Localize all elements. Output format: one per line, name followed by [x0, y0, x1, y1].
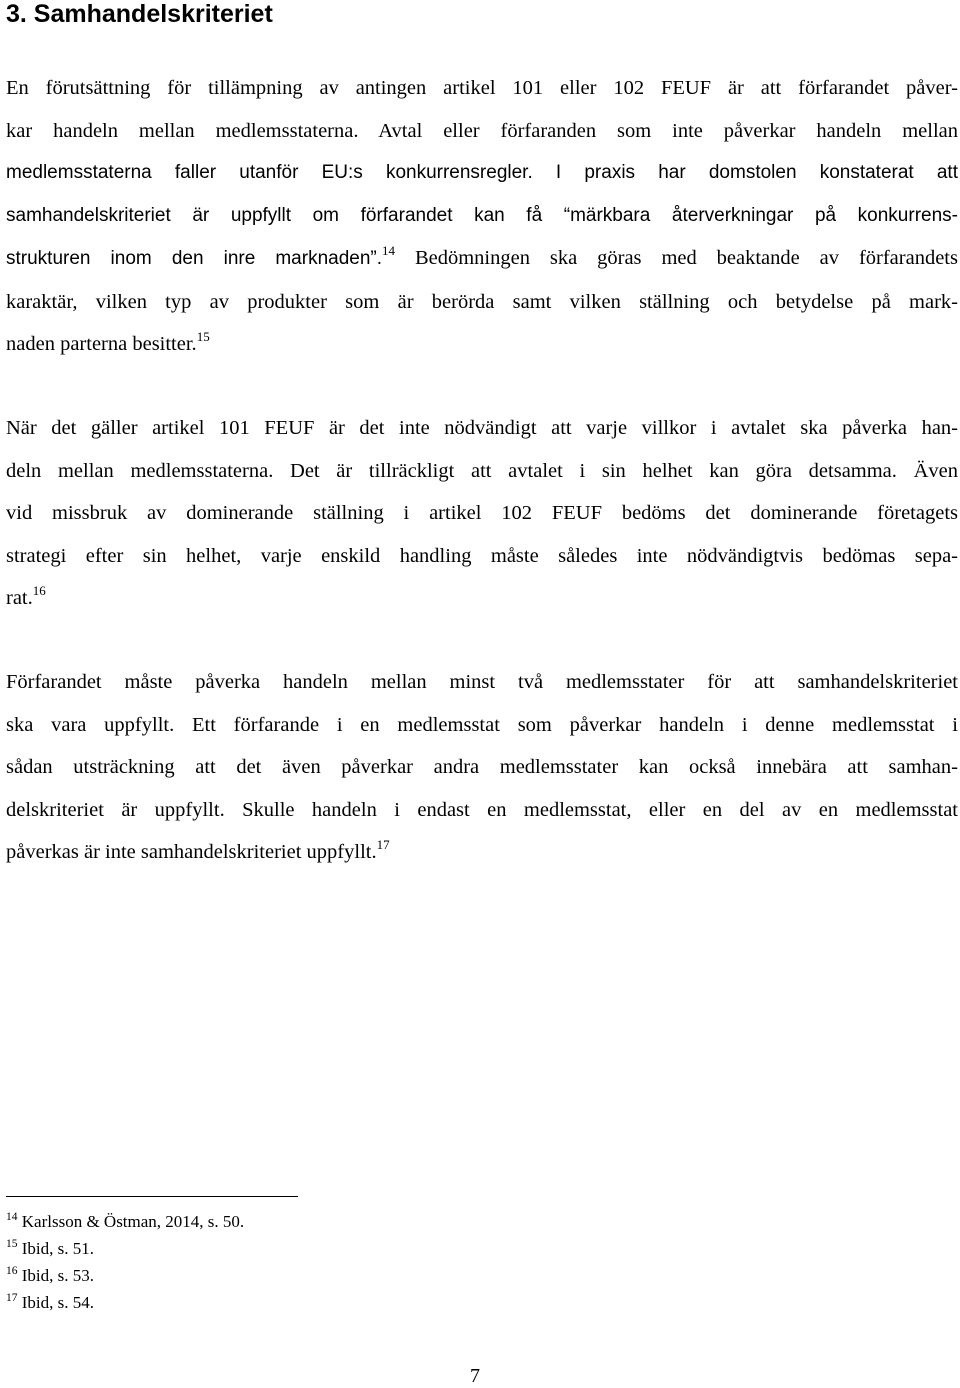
- footnote-text: Karlsson & Östman, 2014, s. 50.: [21, 1212, 245, 1231]
- paragraph-line: När det gäller artikel 101 FEUF är det inte nödvändigt att varje villkor i avtalet ska påverka han-: [6, 417, 958, 439]
- footnote-number: 16: [6, 1265, 18, 1277]
- footnote-ref-16: 16: [32, 583, 46, 598]
- footnote: [6, 1289, 244, 1316]
- footnote-text: Ibid, s. 51.: [21, 1239, 94, 1258]
- paragraph-line: [6, 237, 958, 281]
- paragraph-line: En förutsättning för tillämpning av antingen artikel 101 eller 102 FEUF är att förfarandet påver-: [6, 77, 958, 99]
- section-heading: 3. Samhandelskriteriet: [6, 0, 273, 28]
- footnote-number: 15: [6, 1238, 18, 1250]
- footnote-ref-14: 14: [382, 243, 396, 258]
- paragraph-1: [6, 67, 958, 366]
- paragraph-3: [6, 661, 958, 874]
- line-text: påverkas är inte samhandelskriteriet uppfyllt.: [6, 841, 377, 863]
- footnote-ref-17: 17: [376, 837, 390, 852]
- page-number: 7: [470, 1365, 480, 1387]
- paragraph-2: [6, 407, 958, 620]
- paragraph-line: sådan utsträckning att det även påverkar andra medlemsstater kan också innebära att samhan-: [6, 756, 958, 778]
- paragraph-line: [6, 831, 958, 874]
- paragraph-line: samhandelskriteriet är uppfyllt om förfarandet kan få “märkbara återverkningar på konkurrens-: [6, 204, 958, 226]
- paragraph-line: strategi efter sin helhet, varje enskild handling måste således inte nödvändigtvis bedömas sepa-: [6, 544, 958, 567]
- paragraph-line: [6, 577, 958, 620]
- footnote-text: Ibid, s. 53.: [21, 1266, 94, 1285]
- footnote: [6, 1235, 244, 1262]
- footnote-ref-15: 15: [196, 329, 210, 344]
- footnote: [6, 1262, 244, 1289]
- paragraph-line: medlemsstaterna faller utanför EU:s konkurrensregler. I praxis har domstolen konstaterat att: [6, 162, 958, 183]
- line-text: strukturen inom den inre marknaden”.: [6, 248, 383, 269]
- line-text: naden parterna besitter.: [6, 333, 197, 355]
- footnote-number: 14: [6, 1211, 18, 1223]
- paragraph-line: karaktär, vilken typ av produkter som är berörda samt vilken ställning och betydelse på mark-: [6, 290, 958, 313]
- footnote: [6, 1208, 244, 1235]
- paragraph-line: kar handeln mellan medlemsstaterna. Avtal eller förfaranden som inte påverkar handeln mellan: [6, 119, 958, 142]
- paragraph-line: vid missbruk av dominerande ställning i artikel 102 FEUF bedöms det dominerande företagets: [6, 502, 958, 524]
- paragraph-line: Förfarandet måste påverka handeln mellan minst två medlemsstater för att samhandelskriteriet: [6, 671, 958, 693]
- line-text: rat.: [6, 587, 33, 609]
- paragraph-line: deln mellan medlemsstaterna. Det är tillräckligt att avtalet i sin helhet kan göra detsamma. Även: [6, 459, 958, 482]
- paragraph-line: delskriteriet är uppfyllt. Skulle handeln i endast en medlemsstat, eller en del av en medlemsstat: [6, 798, 958, 821]
- paragraph-line: ska vara uppfyllt. Ett förfarande i en medlemsstat som påverkar handeln i denne medlemsstat i: [6, 713, 958, 736]
- paragraph-line: [6, 323, 958, 366]
- footnote-number: 17: [6, 1292, 18, 1304]
- footnote-text: Ibid, s. 54.: [21, 1293, 94, 1312]
- footnotes: [6, 1208, 244, 1316]
- footnote-divider: [6, 1196, 298, 1197]
- line-text-continued: Bedömningen ska göras med beaktande av förfarandets: [395, 247, 958, 269]
